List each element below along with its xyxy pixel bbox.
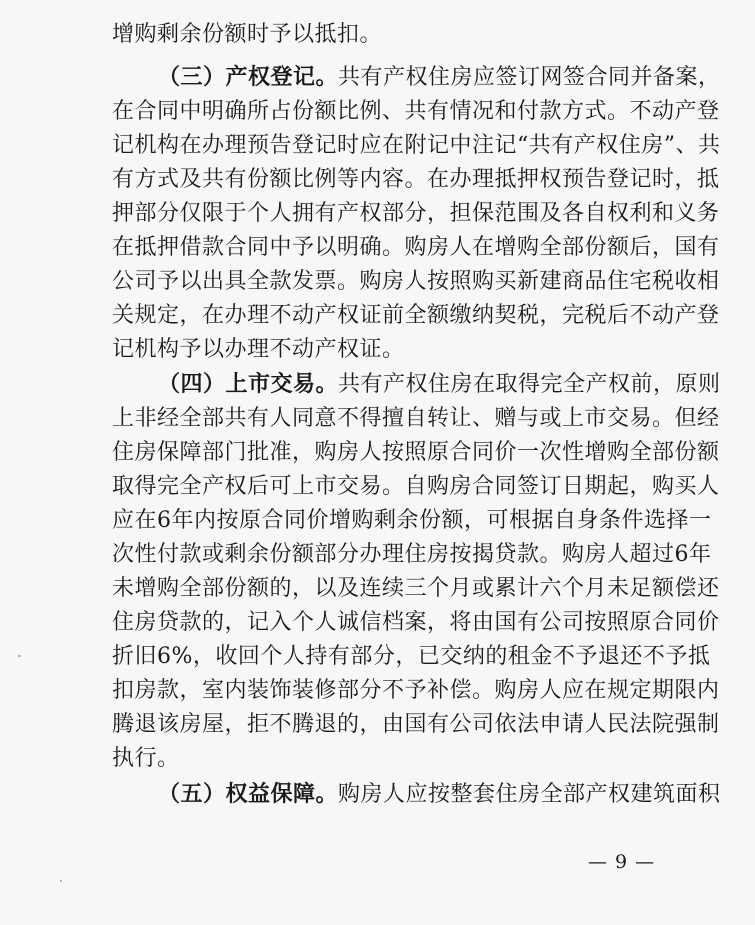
- section-4-line: 取得完全产权后可上市交易。自购房合同签订日期起，购买人: [112, 474, 720, 499]
- paragraph-continuation: 增购剩余份额时予以抵扣。: [112, 22, 383, 47]
- section-3-line: 有方式及共有份额比例等内容。在办理抵押权预告登记时，抵: [112, 167, 720, 192]
- section-3-line: 押部分仅限于个人拥有产权部分，担保范围及各自权利和义务: [112, 201, 720, 226]
- section-4-first-line: [158, 370, 721, 400]
- section-3-line: 共有产权住房应签订网签合同并备案，: [338, 65, 721, 90]
- page-number: — 9 —: [588, 851, 656, 873]
- section-4-line: 未增购全部份额的，以及连续三个月或累计六个月未足额偿还: [112, 576, 720, 601]
- section-3-line: 记机构予以办理不动产权证。: [112, 337, 405, 362]
- section-4-line: 次性付款或剩余份额部分办理住房按揭贷款。购房人超过6年: [112, 542, 712, 567]
- section-4-line: 共有产权住房在取得完全产权前，原则: [338, 372, 721, 397]
- section-4-line: 执行。: [112, 746, 180, 771]
- section-4-line: 住房保障部门批准，购房人按照原合同价一次性增购全部份额: [112, 440, 720, 465]
- section-4-line: 住房贷款的，记入个人诚信档案，将由国有公司按照原合同价: [112, 610, 720, 635]
- section-3-heading: （三）产权登记。: [158, 65, 339, 90]
- section-5-line: 购房人应按整套住房全部产权建筑面积: [338, 782, 721, 807]
- section-3-line: 在合同中明确所占份额比例、共有情况和付款方式。不动产登: [112, 99, 720, 124]
- section-3-line: 在抵押借款合同中予以明确。购房人在增购全部份额后，国有: [112, 235, 720, 260]
- section-4-heading: （四）上市交易。: [158, 372, 339, 397]
- section-3-first-line: [158, 63, 721, 93]
- section-4-line: 上非经全部共有人同意不得擅自转让、赠与或上市交易。但经: [112, 406, 720, 431]
- section-5-heading: （五）权益保障。: [158, 782, 339, 807]
- section-5-first-line: [158, 780, 721, 810]
- scan-speck: [60, 880, 62, 882]
- section-3-line: 公司予以出具全款发票。购房人按照购买新建商品住宅税收相: [112, 269, 720, 294]
- section-4-line: 应在6年内按原合同价增购剩余份额，可根据自身条件选择一: [112, 508, 712, 533]
- section-4-line: 扣房款，室内装饰装修部分不予补偿。购房人应在规定期限内: [112, 678, 720, 703]
- section-3-line: 关规定，在办理不动产权证前全额缴纳契税，完税后不动产登: [112, 303, 720, 328]
- section-3-line: 记机构在办理预告登记时应在附记中注记“共有产权住房”、共: [112, 133, 721, 158]
- section-4-line: 腾退该房屋，拒不腾退的，由国有公司依法申请人民法院强制: [112, 712, 720, 737]
- scan-speck: [18, 655, 21, 657]
- section-4-line: 折旧6%，收回个人持有部分，已交纳的租金不予退还不予抵: [112, 644, 711, 669]
